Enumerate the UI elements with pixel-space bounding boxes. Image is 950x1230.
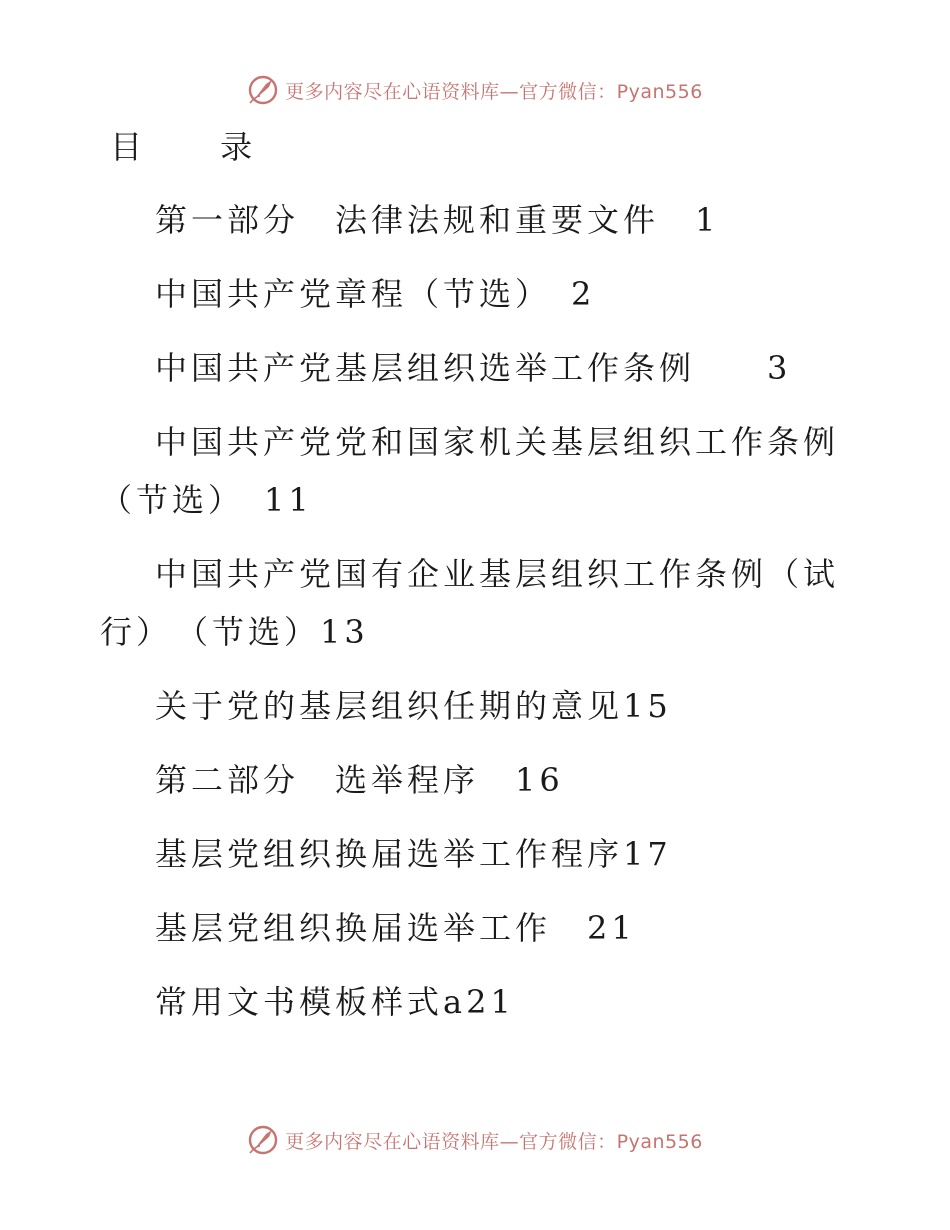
watermark-text: 更多内容尽在心语资料库—官方微信：Pyan556 bbox=[285, 80, 703, 103]
toc-line-11: 基层党组织换届选举工作 21 bbox=[155, 909, 636, 947]
toc-line-7: 行） （节选）13 bbox=[100, 613, 369, 651]
watermark-text: 更多内容尽在心语资料库—官方微信：Pyan556 bbox=[285, 1130, 703, 1153]
toc-line-8: 关于党的基层组织任期的意见15 bbox=[155, 687, 672, 725]
footer-watermark bbox=[0, 1120, 950, 1160]
toc-line-4: 中国共产党党和国家机关基层组织工作条例 bbox=[155, 423, 840, 461]
toc-line-9: 第二部分 选举程序 16 bbox=[155, 761, 564, 799]
toc-line-10: 基层党组织换届选举工作程序17 bbox=[155, 835, 672, 873]
toc-line-6: 中国共产党国有企业基层组织工作条例（试 bbox=[155, 555, 840, 593]
quill-pen-logo-icon bbox=[247, 1124, 279, 1156]
toc-line-3: 中国共产党基层组织选举工作条例 3 bbox=[155, 349, 792, 387]
toc-line-1: 第一部分 法律法规和重要文件 1 bbox=[155, 201, 720, 239]
toc-line-12: 常用文书模板样式a21 bbox=[155, 983, 515, 1021]
toc-title: 目 录 bbox=[110, 128, 287, 166]
toc-line-5: （节选） 11 bbox=[100, 481, 313, 519]
toc-line-2: 中国共产党章程（节选） 2 bbox=[155, 275, 596, 313]
